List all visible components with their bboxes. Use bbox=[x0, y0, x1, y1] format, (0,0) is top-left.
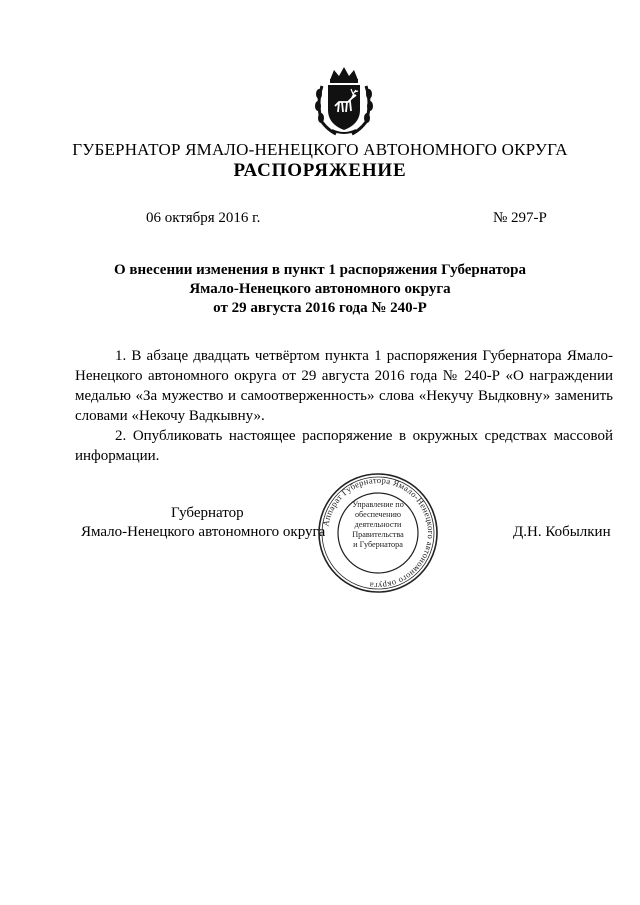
subject-line-3: от 29 августа 2016 года № 240-Р bbox=[213, 300, 427, 316]
stamp-inner-line-5: и Губернатора bbox=[353, 540, 403, 549]
document-date: 06 октября 2016 г. bbox=[146, 210, 261, 226]
stamp-inner-line-3: деятельности bbox=[354, 520, 402, 529]
body-paragraph-2: 2. Опубликовать настоящее распоряжение в окружных средствах массовой информации. bbox=[75, 428, 613, 464]
stamp-inner-line-1: Управление по bbox=[352, 500, 404, 509]
document-body bbox=[75, 346, 613, 466]
stamp-inner-text bbox=[343, 500, 413, 550]
document-type-title: РАСПОРЯЖЕНИЕ bbox=[233, 160, 407, 181]
stamp-inner-line-2: обеспечению bbox=[354, 510, 402, 519]
subject-line-1: О внесении изменения в пункт 1 распоряжения Губернатора bbox=[113, 262, 527, 278]
stamp-ring-text: Аппарат Губернатора Ямало-Ненецкого автономного округа bbox=[320, 474, 437, 592]
signatory-title-line-1: Губернатор bbox=[171, 505, 244, 521]
signatory-name: Д.Н. Кобылкин bbox=[513, 524, 611, 540]
subject-line-2: Ямало-Ненецкого автономного округа bbox=[189, 281, 451, 297]
stamp-inner-line-4: Правительства bbox=[352, 530, 404, 539]
document-number: № 297-Р bbox=[493, 210, 547, 226]
document-subject bbox=[80, 261, 560, 318]
coat-of-arms-icon bbox=[312, 64, 376, 138]
body-paragraph-1: 1. В абзаце двадцать четвёртом пункта 1 распоряжения Губернатора Ямало-Ненецкого автономного округа от 29 августа 2016 года № 240-Р «О награждении медалью «За мужество и самоотверженность» слова «Некучу Выдковну» заменить словами «Некочу Вадкывну». bbox=[75, 348, 613, 424]
signatory-title-line-2: Ямало-Ненецкого автономного округа bbox=[81, 524, 326, 540]
issuing-authority: ГУБЕРНАТОР ЯМАЛО-НЕНЕЦКОГО АВТОНОМНОГО ОКРУГА bbox=[72, 140, 568, 159]
